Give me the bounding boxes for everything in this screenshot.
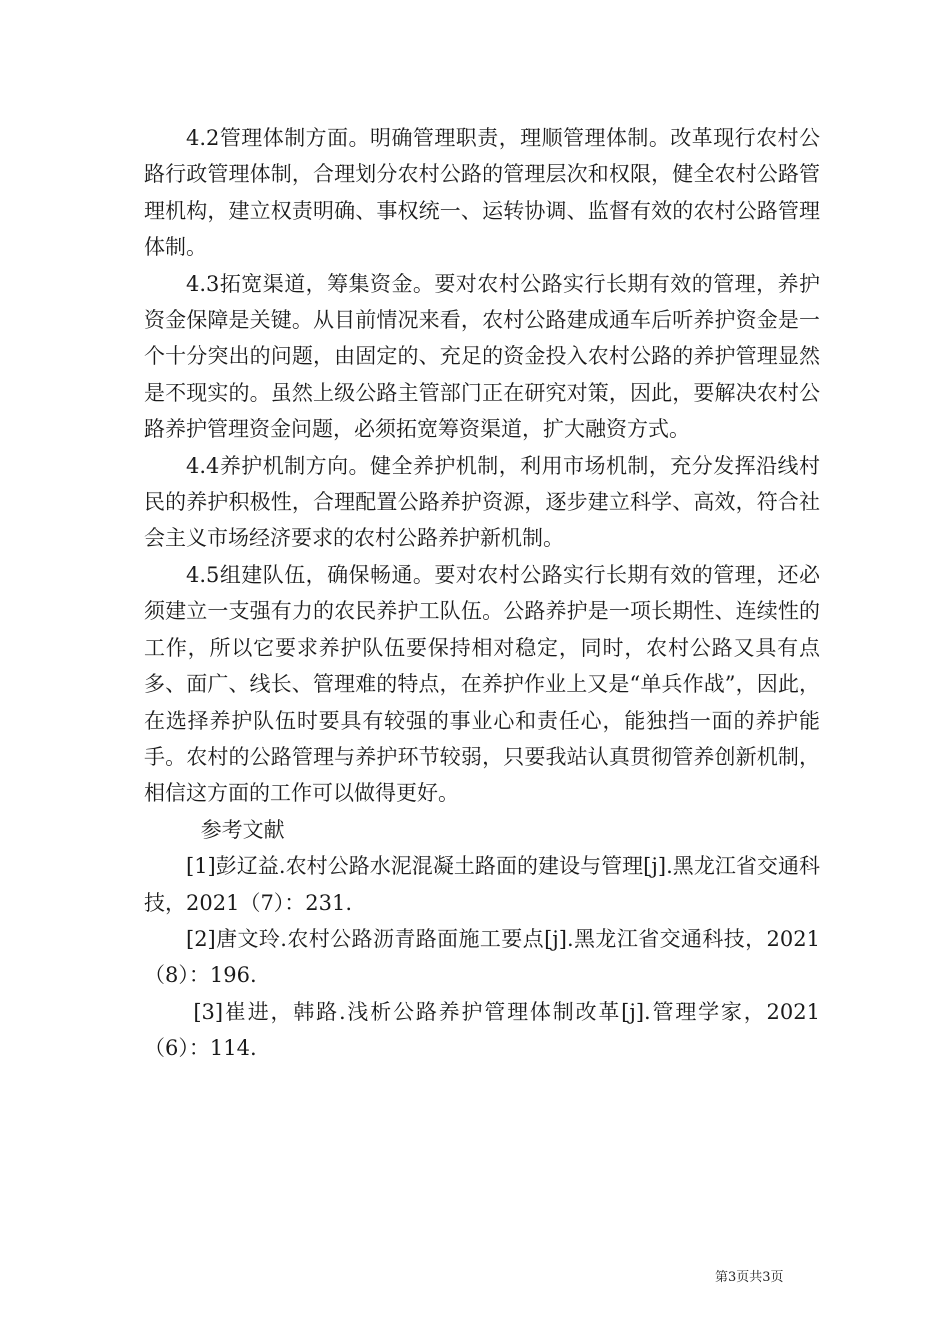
reference-item-1: [1]彭辽益.农村公路水泥混凝土路面的建设与管理[j].黑龙江省交通科技，2021（7）：231. — [144, 854, 820, 915]
paragraph-4-5: 4.5组建队伍，确保畅通。要对农村公路实行长期有效的管理，还必须建立一支强有力的农民养护工队伍。公路养护是一项长期性、连续性的工作，所以它要求养护队伍要保持相对稳定，同时，农村公路又具有点多、面广、线长、管理难的特点，在养护作业上又是“单兵作战”，因此，在选择养护队伍时要具有较强的事业心和责任心，能独挡一面的养护能手。农村的公路管理与养护环节较弱，只要我站认真贯彻管养创新机制，相信这方面的工作可以做得更好。 — [144, 562, 820, 806]
paragraph-4-4: 4.4养护机制方向。健全养护机制，利用市场机制，充分发挥沿线村民的养护积极性，合理配置公路养护资源，逐步建立科学、高效，符合社会主义市场经济要求的农村公路养护新机制。 — [144, 453, 820, 551]
reference-item-2: [2]唐文玲.农村公路沥青路面施工要点[j].黑龙江省交通科技，2021（8）：196. — [144, 926, 820, 988]
reference-item-3: [3]崔进，韩路.浅析公路养护管理体制改革[j].管理学家，2021（6）：114. — [144, 999, 820, 1061]
document-body — [144, 120, 820, 1067]
page-number-footer: 第3页共3页 — [715, 1270, 784, 1285]
references-heading: 参考文献 — [200, 817, 285, 842]
paragraph-4-3: 4.3拓宽渠道，筹集资金。要对农村公路实行长期有效的管理，养护资金保障是关键。从目前情况来看，农村公路建成通车后听养护资金是一个十分突出的问题，由固定的、充足的资金投入农村公路的养护管理显然是不现实的。虽然上级公路主管部门正在研究对策，因此，要解决农村公路养护管理资金问题，必须拓宽筹资渠道，扩大融资方式。 — [144, 271, 820, 442]
paragraph-4-2: 4.2管理体制方面。明确管理职责，理顺管理体制。改革现行农村公路行政管理体制，合理划分农村公路的管理层次和权限，健全农村公路管理机构，建立权责明确、事权统一、运转协调、监督有效的农村公路管理体制。 — [144, 126, 820, 260]
